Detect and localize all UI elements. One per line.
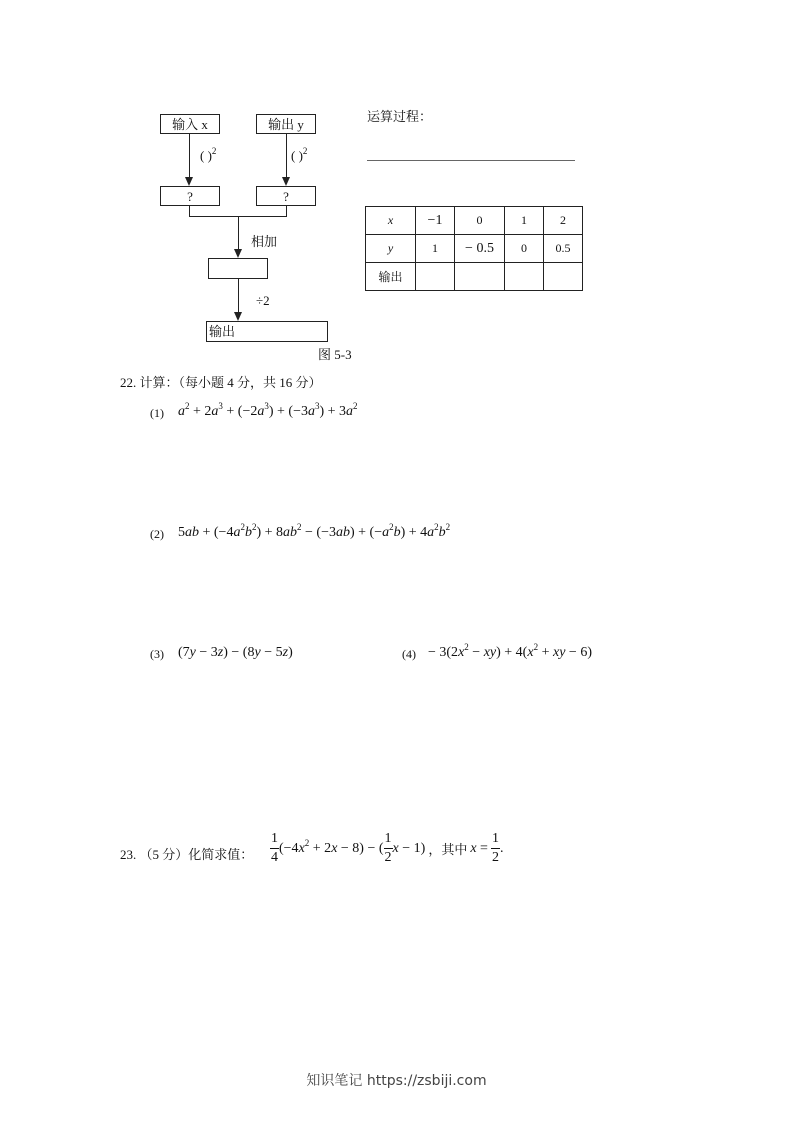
table-cell: y <box>366 235 416 263</box>
divide-line <box>238 279 239 313</box>
add-label: 相加 <box>251 234 278 249</box>
q22-part4-expression: − $3(2x^2 - xy) + 4(x^2$ + xy − 6) <box>428 642 592 660</box>
q22-part3-label: (3) <box>150 647 164 661</box>
q22-part2-expression: $5ab + (-4a^2b^2) + 8ab^2 - (-3ab) + (-a^2b) + 4a^2b^2$ <box>178 522 451 540</box>
question-box-right: ? <box>256 186 316 206</box>
arrow-down-icon <box>234 312 242 321</box>
square-label-left: ( )$^2$ <box>200 146 217 163</box>
fraction-one-half: $\frac{1}{2}$ <box>384 831 392 865</box>
table-cell: 输出 <box>366 263 416 291</box>
divide-label: ÷2 <box>256 293 270 308</box>
join-line-down <box>238 216 239 250</box>
q22-part1-expression: $a^2 + 2a^3 + (-2a^3) + (-3a^3) + 3a^2$ <box>178 401 358 419</box>
q23-expression: $\frac{1}{4}$ $(-4x^2 + 2x - 8)$ − ( $\frac{1}{2}$ x − 1) ，其中 x = $\frac{1}{2}$ . <box>271 831 504 865</box>
table-cell <box>544 263 583 291</box>
arrow-down-icon <box>185 177 193 186</box>
table-row <box>366 263 583 291</box>
table-cell: x <box>366 207 416 235</box>
table-cell: − 0.5 <box>455 235 505 263</box>
table-cell <box>505 263 544 291</box>
output-y-label: 输出 y <box>268 116 304 132</box>
sum-box <box>208 258 268 279</box>
output-y-box <box>256 114 316 134</box>
table-cell: 0 <box>455 207 505 235</box>
table-cell: 2 <box>544 207 583 235</box>
question-box-left: ? <box>160 186 220 206</box>
arrow-down-icon <box>282 177 290 186</box>
table-cell: −1 <box>416 207 455 235</box>
q22-part2-label: (2) <box>150 527 164 541</box>
q22-part3-expression: (7y − 3z) − (8y − 5z) <box>178 645 293 660</box>
arrow-line-right <box>286 134 287 178</box>
q22-heading: 22. 计算：（每小题 4 分，共 16 分） <box>120 375 322 390</box>
table-cell: 1 <box>416 235 455 263</box>
value-table <box>365 206 583 291</box>
arrow-line-left <box>189 134 190 178</box>
arrow-down-icon <box>234 249 242 258</box>
q23-heading: 23. （5 分）化简求值： <box>120 847 254 862</box>
table-row <box>366 235 583 263</box>
fraction-one-half: $\frac{1}{2}$ <box>491 831 499 865</box>
output-box: 输出 <box>206 321 328 342</box>
footer-watermark: 知识笔记 https://zsbiji.com <box>306 1073 487 1089</box>
q22-part1-label: (1) <box>150 406 164 420</box>
table-cell: 1 <box>505 207 544 235</box>
table-cell: 0.5 <box>544 235 583 263</box>
table-cell <box>455 263 505 291</box>
input-x-label: 输入 x <box>172 116 208 132</box>
figure-caption: 图 5-3 <box>318 347 352 362</box>
process-label: 运算过程： <box>367 109 433 124</box>
table-cell: 0 <box>505 235 544 263</box>
square-label-right: ( )$^2$ <box>291 146 308 163</box>
input-x-box <box>160 114 220 134</box>
table-cell <box>416 263 455 291</box>
q22-part4-label: (4) <box>402 647 416 661</box>
fraction-one-quarter: $\frac{1}{4}$ <box>271 831 278 865</box>
process-answer-line <box>367 160 575 161</box>
table-row <box>366 207 583 235</box>
